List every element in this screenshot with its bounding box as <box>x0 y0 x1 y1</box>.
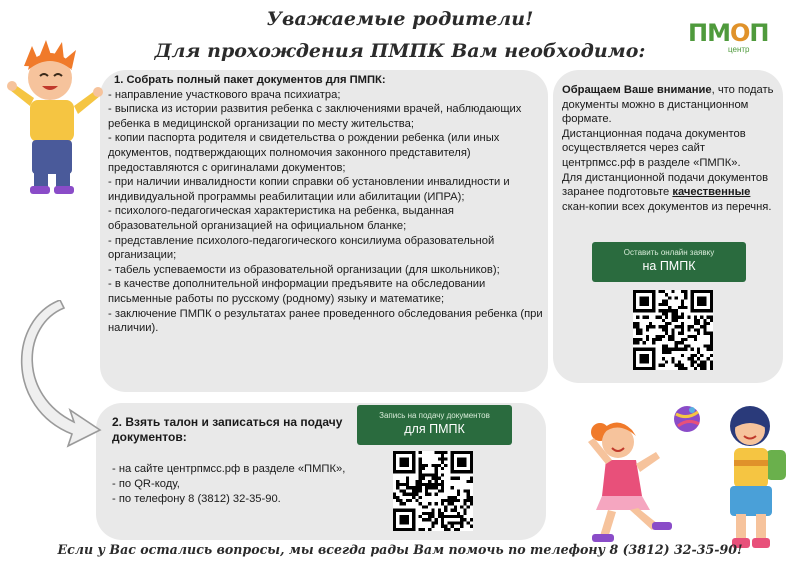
registration-methods-list <box>112 462 352 507</box>
title-greeting: Уважаемые родители! <box>266 8 534 30</box>
title-instruction: Для прохождения ПМПК Вам необходимо: <box>154 40 646 62</box>
documents-list <box>108 73 544 336</box>
list-item: - копии паспорта родителя и свидетельства о рождении ребенка (или иных документов, подтверждающих полномочия законного представителя) предоставляются с оригиналами документов; <box>108 132 500 174</box>
online-button-label: на ПМПК <box>642 259 696 273</box>
remote-info-paragraph: Дистанционная подача документов осуществляется через сайт центрпмсс.рф в разделе «ПМПК». <box>562 127 746 169</box>
footer-contact-text: Если у Вас остались вопросы, мы всегда рады Вам помочь по телефону 8 (3812) 32-35-90! <box>57 542 743 557</box>
register-button-label: для ПМПК <box>404 422 465 436</box>
pmpk-logo <box>688 18 774 58</box>
list-item: - по телефону 8 (3812) 32-35-90. <box>112 493 281 505</box>
scan-copies-underlined: качественные <box>672 186 751 199</box>
list-item: - на сайте центрпмсс.рф в разделе «ПМПК», <box>112 463 346 475</box>
list-item: - при наличии инвалидности копии справки об установлении инвалидности и индивидуальной программы реабилитации или абилитации (ИПРА); <box>108 176 510 203</box>
scan-copies-text-start: Для дистанционной подачи документов заранее подготовьте <box>562 171 769 199</box>
list-item: - заключение ПМПК о результатах ранее проведенного обследования ребенка (при наличии). <box>108 307 543 335</box>
register-submission-button[interactable] <box>357 405 512 445</box>
section1-heading: 1. Собрать полный пакет документов для ПМПК: <box>114 74 386 86</box>
online-application-button[interactable] <box>592 242 746 282</box>
logo-subtitle: центр <box>728 45 750 54</box>
list-item: - табель успеваемости из образовательной организации (для школьников); <box>108 263 500 276</box>
scan-copies-text-end: скан-копии всех документов из перечня. <box>562 200 772 213</box>
boy-illustration <box>4 36 104 196</box>
qr-code-online-application[interactable] <box>633 290 713 370</box>
girl-standing-illustration <box>712 400 794 558</box>
logo-letters <box>688 18 768 48</box>
girl-jumping-illustration <box>580 412 690 552</box>
scan-copies-paragraph <box>562 171 776 215</box>
logo-letter-o: О <box>729 19 750 47</box>
logo-letter-p: П <box>749 19 769 47</box>
curved-arrow-icon <box>12 300 112 450</box>
list-item: - по QR-коду, <box>112 478 180 490</box>
register-button-caption: Запись на подачу документов <box>379 411 490 420</box>
attention-text: , что подать документы можно в дистанционном формате. <box>562 84 774 126</box>
list-item: - направление участкового врача психиатра; <box>108 88 341 101</box>
qr-code-registration[interactable] <box>393 451 473 531</box>
remote-submission-text <box>562 83 776 214</box>
list-item: - психолого-педагогическая характеристика на ребенка, выданная образовательной организацией на официальном бланке; <box>108 205 454 232</box>
online-button-caption: Оставить онлайн заявку <box>623 248 715 257</box>
list-item: - представление психолого-педагогического консилиума образовательной организации; <box>108 234 495 262</box>
section2-heading: 2. Взять талон и записаться на подачу документов: <box>112 415 343 444</box>
attention-bold: Обращаем Ваше внимание <box>562 84 712 96</box>
logo-letters-pm: ПМ <box>688 19 730 47</box>
list-item: - выписка из истории развития ребенка с заключениями врачей, наблюдающих ребенка в медицинской организации по месту жительства; <box>108 103 522 130</box>
list-item: - в качестве дополнительной информации предъявите на обследовании письменные работы по русскому (родному) языку и математике; <box>108 278 486 305</box>
